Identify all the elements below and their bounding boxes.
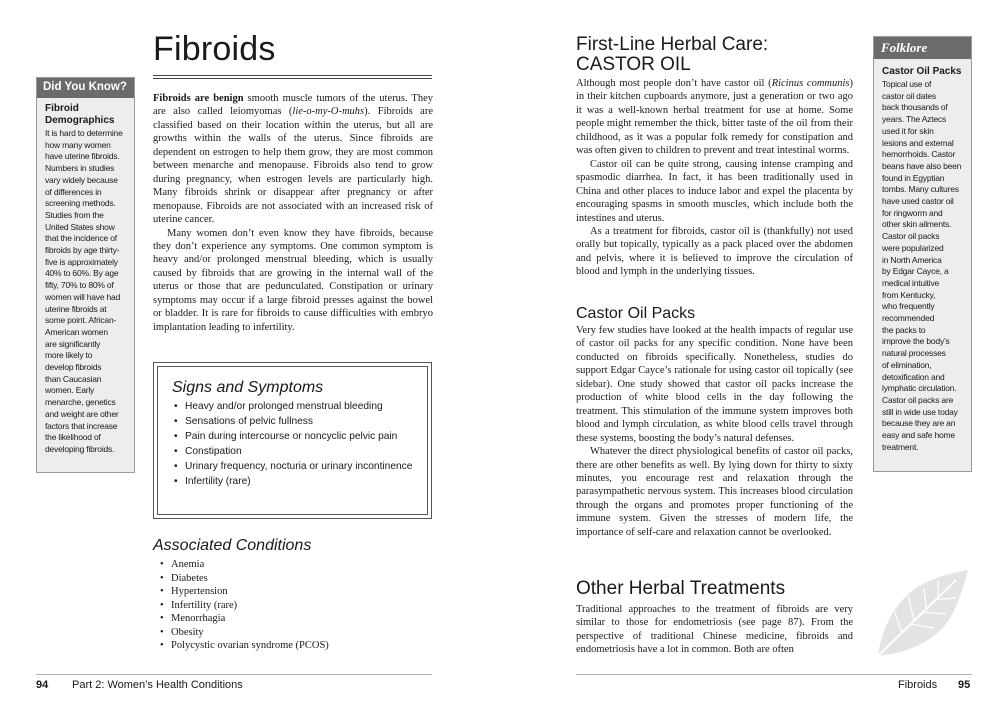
sidebar-line: and weight are other: [45, 408, 119, 419]
sidebar-line: Numbers in studies: [45, 163, 115, 174]
sidebar-line: by Edgar Cayce, a: [882, 266, 949, 277]
heading-other-herbal: Other Herbal Treatments: [576, 578, 786, 599]
sidebar-line: from Kentucky,: [882, 289, 936, 300]
folklore-subheading: Castor Oil Packs: [882, 66, 962, 77]
latin-name: Ricinus communis: [771, 78, 850, 89]
sidebar-line: detoxification and: [882, 371, 945, 382]
sidebar-line: Studies from the: [45, 209, 104, 220]
signs-item: • Heavy and/or prolonged menstrual bleeding: [172, 400, 415, 414]
associated-item: • Infertility (rare): [160, 599, 329, 613]
sidebar-line: lesions and external: [882, 137, 954, 148]
sidebar-line: the packs to: [882, 324, 926, 335]
signs-title: Signs and Symptoms: [172, 379, 324, 396]
sidebar-line: beans have also been: [882, 160, 962, 171]
signs-item: • Constipation: [172, 445, 415, 459]
page-title-fibroids: Fibroids: [153, 30, 276, 68]
sidebar-line: natural processes: [882, 348, 946, 359]
footer-rule-left: [36, 674, 432, 675]
castor-paragraph-1: [576, 77, 853, 158]
did-you-know-heading: Did You Know?: [37, 78, 134, 98]
associated-item: • Hypertension: [160, 585, 329, 599]
castor-paragraph-2: Castor oil can be quite strong, causing intense cramping and spasmodic diarrhea. In fact, it has been traditionally used in China and other places to induce labor and expel the placenta by encouraging spasms in smooth muscles, which include both the intestines and uterus.: [576, 158, 853, 224]
sidebar-line: have used castor oil: [882, 196, 954, 207]
castor-packs-text: [576, 324, 853, 539]
castor-p1-a: Although most people don’t have castor oil (: [576, 78, 772, 89]
sidebar-line: Topical use of: [882, 79, 932, 89]
associated-item: • Menorrhagia: [160, 612, 329, 626]
sidebar-line: the likelihood of: [45, 432, 101, 443]
sidebar-line: because they are an: [882, 418, 956, 429]
sidebar-line: women. Early: [45, 385, 95, 396]
sidebar-line: recommended: [882, 313, 935, 324]
other-herbal-text: [576, 603, 853, 657]
intro-bold: Fibroids are benign: [153, 93, 244, 104]
sidebar-line: in North America: [882, 254, 942, 265]
signs-and-symptoms-box: [153, 362, 432, 519]
associated-conditions-title: Associated Conditions: [153, 537, 312, 554]
did-you-know-body: [37, 127, 134, 456]
packs-paragraph-1: Very few studies have looked at the health impacts of regular use of castor oil packs for any specific condition. None have been conducted on fibroids specifically. Nonetheless, studies do support Edgar Cayce’s rationale for using castor oil topically (see sidebar). One study showed that castor oil packs increase the production of white blood cells in the day following the treatment. This stimulation of the immune system improves both blood and lymph circulation, as white blood cells travel through these systems, boosting the body’s natural defenses.: [576, 325, 853, 444]
sidebar-line: have uterine fibroids.: [45, 151, 120, 162]
signs-list: [172, 400, 415, 489]
sidebar-line: of elimination,: [882, 359, 932, 370]
leaf-icon: [872, 566, 972, 662]
signs-item: • Pain during intercourse or noncyclic pelvic pain: [172, 430, 415, 444]
sidebar-line: uterine fibroids at: [45, 303, 107, 314]
sidebar-line: easy and safe home: [882, 430, 955, 441]
footer-section-left: Part 2: Women’s Health Conditions: [72, 679, 243, 691]
title-rule: [153, 75, 432, 79]
paragraph-2: Many women don’t even know they have fibroids, because they don’t experience any symptoms. One common symptom is heavy and/or prolonged menstrual bleeding, which is usually caused by fibroids that are growing in the internal wall of the uterus or those that are pedunculated. Constipation or urinary symptoms may occur if a large fibroid presses against the bowel or bladder. It is rare for fibroids to cause difficulties with embryo implantation leading to infertility.: [153, 227, 433, 333]
sidebar-line: castor oil dates: [882, 90, 936, 101]
sidebar-line: develop fibroids: [45, 362, 102, 373]
sidebar-line: fibroids by age thirty-: [45, 245, 120, 256]
folklore-heading: Folklore: [874, 37, 971, 59]
sidebar-line: other skin ailments.: [882, 219, 952, 230]
did-you-know-subheading: Fibroid Demographics: [45, 103, 115, 126]
folklore-body: [874, 77, 971, 454]
sidebar-line: of differences in: [45, 186, 102, 197]
signs-item: • Urinary frequency, nocturia or urinary incontinence: [172, 460, 415, 474]
intro-text-b: ). Fibroids are classified based on their location within the uterus, but all are growths within the walls of the uterus. Since fibroids are dependent on estrogen to help them grow, they are most common between menarche and menopause. Fibroids also tend to grow during pregnancy, when estrogen levels are particularly high. Many fibroids shrink or disappear after pregnancy or after menopause. Fibroids are not associated with an increased risk of uterine cancer.: [153, 106, 433, 226]
intro-text-a: smooth muscle tumors of the uterus. They are also called leiomyomas (: [153, 93, 434, 118]
associated-item: • Diabetes: [160, 572, 329, 586]
sidebar-line: five is approximately: [45, 256, 118, 267]
heading-castor-oil-packs: Castor Oil Packs: [576, 305, 696, 322]
sidebar-line: who frequently: [882, 301, 935, 312]
sidebar-line: improve the body’s: [882, 336, 950, 347]
sidebar-line: United States show: [45, 221, 115, 232]
castor-p1-b: ) in their kitchen cupboards anymore, just a generation or two ago it was a well-known herbal treatment for use at home. Some people might remember the thick, bitter taste of the oil from their childhood, as it was a popular folk remedy for constipation and was often given to children to prevent and treat intestinal worms.: [576, 78, 853, 157]
sidebar-line: factors that increase: [45, 420, 118, 431]
intro-text: [153, 92, 433, 334]
sidebar-line: medical intuitive: [882, 277, 940, 288]
intro-paragraph: [153, 92, 433, 227]
associated-conditions: [160, 558, 329, 653]
sidebar-line: menarche, genetics: [45, 397, 116, 408]
heading-castor-oil: CASTOR OIL: [576, 54, 691, 75]
sidebar-line: tombs. Many cultures: [882, 184, 959, 195]
pronunciation: lie-o-my-O-muhs: [292, 106, 365, 118]
sidebar-line: are significantly: [45, 338, 101, 349]
signs-item: • Infertility (rare): [172, 475, 415, 489]
sidebar-line: back thousands of: [882, 102, 948, 113]
sidebar-line: American women: [45, 326, 108, 337]
sidebar-line: years. The Aztecs: [882, 114, 947, 125]
sidebar-line: that the incidence of: [45, 233, 117, 244]
sidebar-line: than Caucasian: [45, 373, 102, 384]
sidebar-line: lymphatic circulation.: [882, 383, 957, 394]
page-number-right: 95: [958, 679, 971, 691]
sidebar-line: fifty, 70% to 80% of: [45, 280, 114, 291]
sidebar-line: Castor oil packs: [882, 231, 940, 242]
sidebar-line: were popularized: [882, 242, 944, 253]
footer-rule-right: [576, 674, 972, 675]
sidebar-line: women will have had: [45, 291, 121, 302]
associated-list: [160, 558, 329, 653]
sidebar-line: Castor oil packs are: [882, 394, 954, 405]
folklore-sidebar: [873, 36, 972, 472]
sidebar-line: hemorrhoids. Castor: [882, 149, 956, 160]
footer-section-right: Fibroids: [898, 679, 938, 691]
sidebar-line: vary widely because: [45, 174, 118, 185]
sidebar-line: 40% to 60%. By age: [45, 268, 119, 279]
sidebar-line: used it for skin: [882, 125, 934, 136]
sidebar-line: some point. African-: [45, 315, 117, 326]
heading-first-line: First-Line Herbal Care:: [576, 34, 769, 55]
signs-item: • Sensations of pelvic fullness: [172, 415, 415, 429]
sidebar-line: how many women: [45, 139, 111, 150]
page-number-left: 94: [36, 679, 49, 691]
did-you-know-sidebar: [36, 77, 135, 473]
other-paragraph-1: Traditional approaches to the treatment of fibroids are very similar to those for endometriosis (see page 87). From the perspective of traditional Chinese medicine, fibroids and endometriosis have a lot in common. Both are often: [576, 604, 853, 656]
sidebar-line: for ringworm and: [882, 207, 943, 218]
associated-item: • Polycystic ovarian syndrome (PCOS): [160, 639, 329, 653]
associated-item: • Obesity: [160, 626, 329, 640]
sidebar-line: It is hard to determine: [45, 128, 123, 138]
sidebar-line: treatment.: [882, 441, 919, 452]
sidebar-line: developing fibroids.: [45, 443, 115, 454]
sidebar-line: found in Egyptian: [882, 172, 945, 183]
sidebar-line: screening methods.: [45, 198, 116, 209]
sidebar-line: still in wide use today: [882, 406, 958, 417]
packs-paragraph-2: Whatever the direct physiological benefits of castor oil packs, there are other benefits as well. By lying down for thirty to sixty minutes, you encourage rest and relaxation through the parasympathetic nervous system. This increases blood circulation through the organs and promotes proper functioning of the immune system. Given the stresses of modern life, the importance of self-care and relaxation cannot be overlooked.: [576, 446, 853, 538]
sidebar-line: more likely to: [45, 350, 93, 361]
castor-paragraph-3: As a treatment for fibroids, castor oil is (thankfully) not used orally but topically, typically as a pack placed over the abdomen and pelvis, where it is believed to improve the circulation of blood and lymph in the underlying tissues.: [576, 225, 853, 278]
castor-oil-text: [576, 77, 853, 279]
associated-item: • Anemia: [160, 558, 329, 572]
